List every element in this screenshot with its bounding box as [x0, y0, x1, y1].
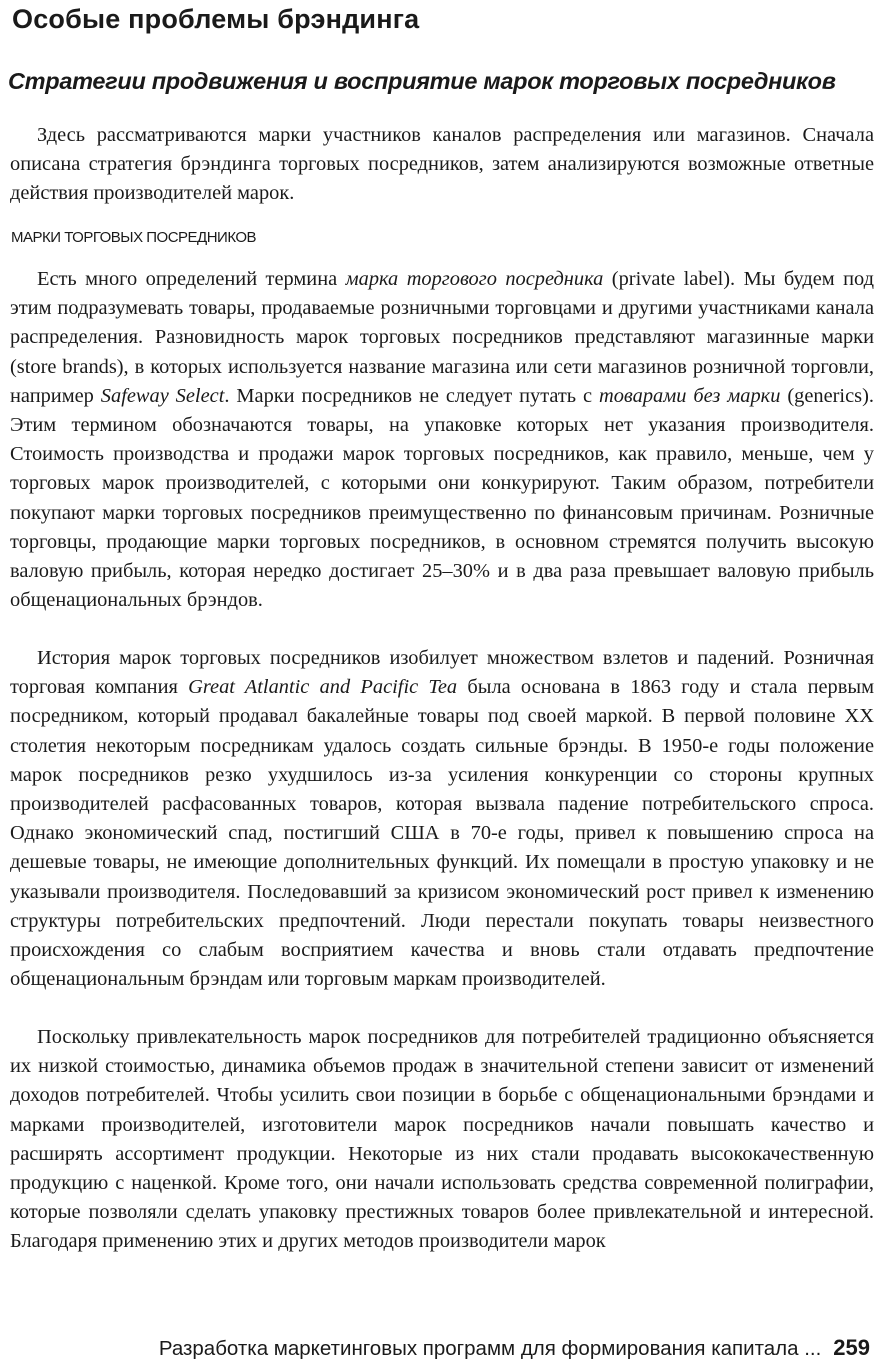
paragraph-definitions — [10, 265, 874, 615]
page-footer — [159, 1335, 870, 1361]
p2-company-name: Great Atlantic and Pacific Tea — [188, 676, 458, 699]
subsection-heading: МАРКИ ТОРГОВЫХ ПОСРЕДНИКОВ — [11, 229, 257, 246]
section-title: Стратегии продвижения и восприятие марок торговых посредников — [8, 68, 836, 94]
p1-text-e: . Марки посредников не следует путать с — [224, 384, 599, 407]
p1-text-c: (private label). Мы будем под этим подразумевать товары, продаваемые розничными торговцами и другими участниками канала распределения. Разновидность марок торговых посредников представляют магазинные марки (store brands), в которых используется название магазина или сети магазинов розничной торговли, например — [10, 268, 875, 407]
p1-example-safeway: Safeway Select — [100, 384, 225, 407]
p2-text-a: История марок торговых посредников изобилует множеством взлетов и падений. Розничная торговая компания — [10, 647, 874, 699]
p2-text-c: была основана в 1863 году и стала первым посредником, который продавал бакалейные товары под своей маркой. В первой половине XX столетия некоторым посредникам удалось создать сильные брэнды. В 1950-е годы положение марок посредников резко ухудшилось из-за усиления конкуренции со стороны крупных производителей расфасованных товаров, которая вызвала падение потребительского спроса. Однако экономический спад, постигший США в 70-е годы, привел к повышению спроса на дешевые товары, не имеющие дополнительных функций. Их помещали в простую упаковку и не указывали производителя. Последовавший за кризисом экономический рост привел к изменению структуры потребительских предпочтений. Люди перестали покупать товары неизвестного происхождения со слабым восприятием качества и вновь стали отдавать предпочтение общенациональным брэндам или торговым маркам производителей. — [10, 676, 874, 991]
p1-text-a: Есть много определений термина — [37, 268, 346, 290]
p1-text-g: (generics). Этим термином обозначаются товары, на упаковке которых нет указания производителя. Стоимость производства и продажи марок торговых посредников, как правило, меньше, чем у торговых марок производителей, с которыми они конкурируют. Таким образом, потребители покупают марки торговых посредников преимущественно по финансовым причинам. Розничные торговцы, продающие марки торговых посредников, в основном стремятся получить высокую валовую прибыль, которая нередко достигает 25–30% и в два раза превышает валовую прибыль общенациональных брэндов. — [10, 384, 874, 612]
p1-term-generics: товарами без марки — [599, 384, 781, 407]
running-title: Разработка маркетинговых программ для формирования капитала ... — [158, 1337, 822, 1360]
intro-paragraph: Здесь рассматриваются марки участников каналов распределения или магазинов. Сначала описана стратегия брэндинга торговых посредников, затем анализируются возможные ответные действия производителей марок. — [10, 124, 874, 205]
chapter-title: Особые проблемы брэндинга — [12, 4, 420, 34]
p1-term-private-label: марка торгового посредника — [345, 268, 604, 290]
paragraph-history — [10, 644, 874, 994]
page-number: 259 — [833, 1335, 870, 1360]
paragraph-quality: Поскольку привлекательность марок посредников для потребителей традиционно объясняется их низкой стоимостью, динамика объемов продаж в значительной степени зависит от изменений доходов потребителей. Чтобы усилить свои позиции в борьбе с общенациональными брэндами и марками производителей, изготовители марок посредников начали повышать качество и расширять ассортимент продукции. Некоторые из них стали продавать высококачественную продукцию с наценкой. Кроме того, они начали использовать средства современной полиграфии, которые позволяли сделать упаковку престижных товаров более привлекательной и интересной. Благодаря применению этих и других методов производители марок — [10, 1026, 874, 1253]
